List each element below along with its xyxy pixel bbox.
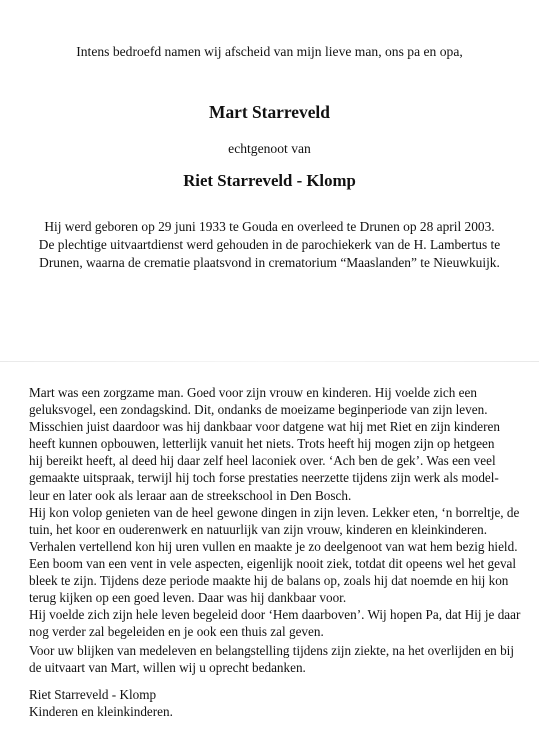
- deceased-name: Mart Starreveld: [209, 102, 330, 122]
- memorial-line: heeft kunnen opbouwen, letterlijk vanuit het niets. Trots heeft hij mogen zijn op hetgeen: [29, 436, 495, 452]
- memorial-line: hij bereikt heeft, al deed hij daar zelf heel laconiek over. ‘Ach ben de gek’. Was een veel: [29, 453, 496, 469]
- memorial-line: bleek te zijn. Tijdens deze periode maakte hij de balans op, zoals hij dat noemde en hij kon: [29, 573, 509, 589]
- spouse-name: Riet Starreveld - Klomp: [183, 171, 356, 190]
- facts-line: Hij werd geboren op 29 juni 1933 te Gouda en overleed te Drunen op 28 april 2003.: [44, 219, 495, 234]
- memorial-line: Verhalen vertellend kon hij uren vullen en maakte je zo deelgenoot van wat hem bezig hield.: [29, 538, 518, 554]
- thanks-text: [29, 642, 529, 676]
- memorial-line: nog verder zal begeleiden en je ook een thuis zal geven.: [29, 624, 324, 640]
- memorial-line: Hij voelde zich zijn hele leven begeleid door ‘Hem daarboven’. Wij hopen Pa, dat Hij je daar: [29, 607, 521, 623]
- memorial-line: tuin, het koor en ouderenwerk en natuurlijk van zijn vrouw, kinderen en kleinkinderen.: [29, 521, 488, 537]
- memorial-text: [29, 384, 529, 640]
- signature-line: Kinderen en kleinkinderen.: [29, 704, 173, 720]
- memorial-line: leur en later ook als leraar aan de streekschool in Den Bosch.: [29, 487, 352, 503]
- signature-line: Riet Starreveld - Klomp: [29, 687, 157, 702]
- memorial-line: terug kijken op een goed leven. Daar was hij dankbaar voor.: [29, 590, 347, 606]
- thanks-line: Voor uw blijken van medeleven en belangstelling tijdens zijn ziekte, na het overlijden en bij: [29, 643, 514, 658]
- facts-line: De plechtige uitvaartdienst werd gehouden in de parochiekerk van de H. Lambertus te: [38, 236, 501, 252]
- memorial-line: Mart was een zorgzame man. Goed voor zijn vrouw en kinderen. Hij voelde zich een: [29, 385, 477, 400]
- card-front-panel: [0, 0, 539, 362]
- relation-text: echtgenoot van: [228, 141, 311, 156]
- memorial-line: Misschien juist daardoor was hij dankbaar voor datgene wat hij met Riet en zijn kinderen: [29, 419, 500, 435]
- intro-text: Intens bedroefd namen wij afscheid van mijn lieve man, ons pa en opa,: [76, 44, 463, 59]
- thanks-line: de uitvaart van Mart, willen wij u oprecht bedanken.: [29, 660, 306, 676]
- signature: [29, 686, 329, 720]
- memorial-line: Een boom van een vent in vele aspecten, eigenlijk nooit ziek, totdat dit opeens wel het geval: [29, 555, 517, 571]
- memorial-line: gemaakte uitspraak, terwijl hij toch forse prestaties neerzette tijdens zijn werk als model-: [29, 470, 499, 486]
- facts-line: Drunen, waarna de crematie plaatsvond in crematorium “Maaslanden” te Nieuwkuijk.: [39, 254, 500, 270]
- memorial-line: geluksvogel, een zondagskind. Dit, ondanks de moeizame beginperiode van zijn leven.: [29, 402, 488, 418]
- life-facts: [0, 218, 539, 271]
- memorial-line: Hij kon volop genieten van de heel gewone dingen in zijn leven. Lekker eten, ‘n borreltje, de: [29, 504, 520, 520]
